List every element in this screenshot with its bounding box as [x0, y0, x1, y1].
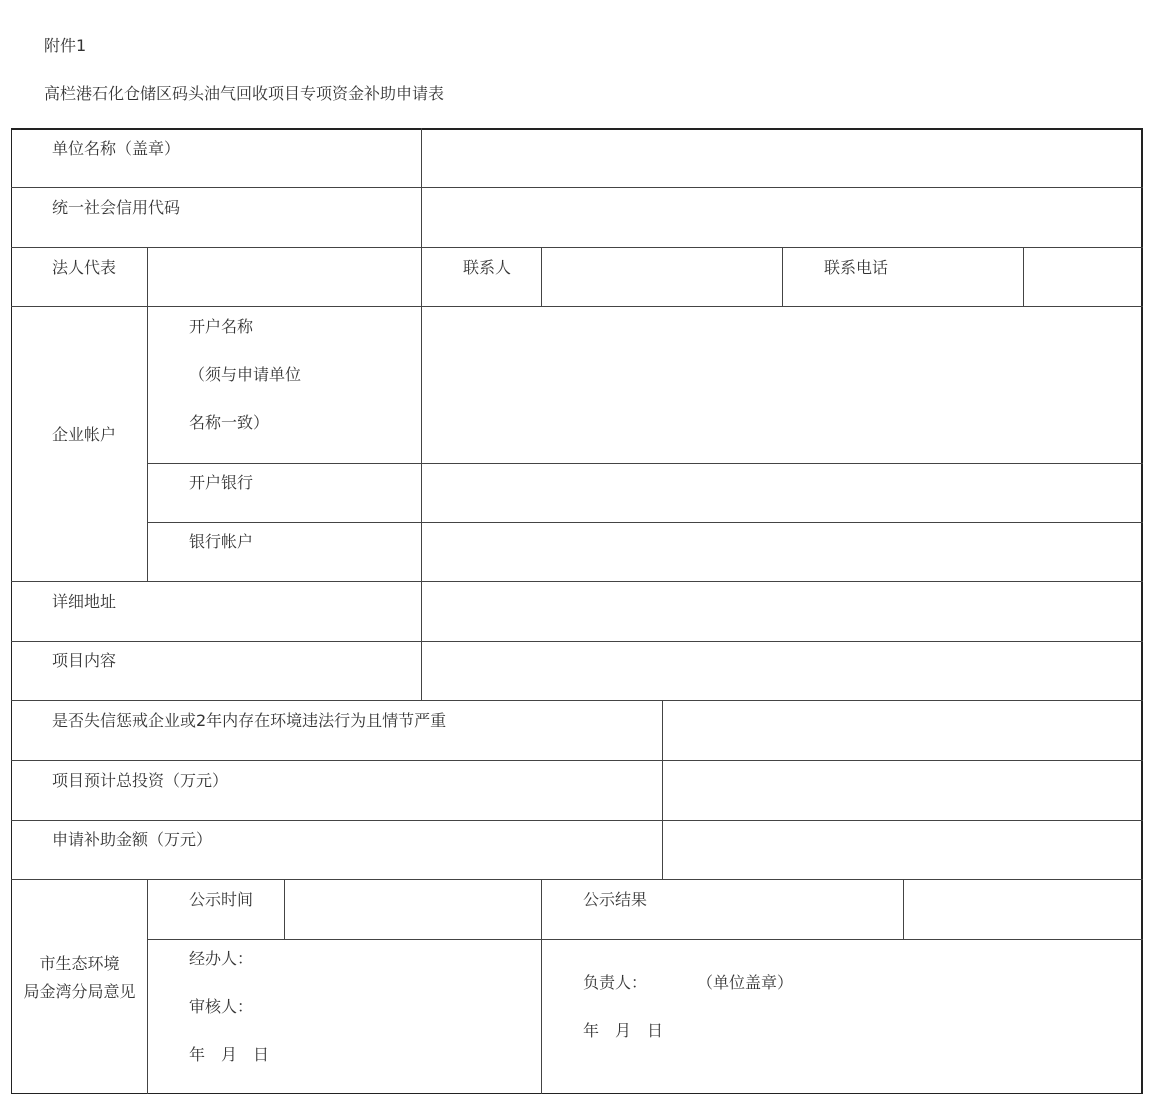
project-content-field[interactable]	[423, 643, 1141, 699]
legal-rep-label: 法人代表	[52, 258, 117, 277]
contact-phone-field[interactable]	[1025, 249, 1141, 305]
opinion-label: 市生态环境	[39, 954, 120, 973]
grid-line	[782, 247, 783, 307]
credit-code-label: 统一社会信用代码	[52, 198, 181, 217]
bank-label: 开户银行	[189, 473, 254, 492]
grid-line	[1023, 247, 1024, 307]
contact-field[interactable]	[543, 249, 781, 305]
grid-line	[147, 463, 1143, 464]
unit-name-label: 单位名称（盖章）	[52, 139, 181, 158]
bank-account-label: 银行帐户	[189, 532, 254, 551]
credit-violation-label: 是否失信惩戒企业或2年内存在环境违法行为且情节严重	[52, 711, 447, 730]
grid-line	[147, 879, 148, 1094]
grid-line	[662, 700, 663, 880]
account-name-label: 开户名称	[189, 317, 254, 336]
unit-name-field[interactable]	[423, 130, 1141, 186]
grid-line	[11, 581, 1143, 582]
account-name-field[interactable]	[423, 308, 1141, 462]
grid-line	[421, 128, 422, 701]
seal-label: （单位盖章）	[697, 973, 794, 992]
grid-line	[147, 247, 148, 582]
grid-line	[903, 879, 904, 940]
grid-line	[541, 879, 542, 1094]
publicity-time-field[interactable]	[286, 881, 540, 938]
credit-code-field[interactable]	[423, 189, 1141, 246]
grid-line	[11, 641, 1143, 642]
subsidy-amount-label: 申请补助金额（万元）	[52, 830, 213, 849]
responsible-label: 负责人：	[583, 973, 648, 992]
publicity-result-field[interactable]	[905, 881, 1141, 938]
date-left: 年 月 日	[189, 1045, 270, 1064]
account-name-note: 名称一致）	[189, 413, 270, 432]
grid-line	[541, 247, 542, 307]
address-label: 详细地址	[52, 592, 117, 611]
attachment-label: 附件1	[44, 36, 87, 55]
grid-line	[11, 247, 1143, 248]
grid-line	[147, 522, 1143, 523]
account-name-note: （须与申请单位	[189, 365, 302, 384]
address-field[interactable]	[423, 583, 1141, 640]
total-investment-label: 项目预计总投资（万元）	[52, 771, 229, 790]
bank-field[interactable]	[423, 465, 1141, 521]
project-content-label: 项目内容	[52, 651, 117, 670]
grid-line	[11, 820, 1143, 821]
contact-label: 联系人	[463, 258, 512, 277]
grid-line	[11, 879, 1143, 880]
grid-line	[11, 187, 1143, 188]
grid-line	[147, 939, 1143, 940]
grid-line	[284, 879, 285, 940]
contact-phone-label: 联系电话	[824, 258, 889, 277]
subsidy-amount-field[interactable]	[664, 822, 1141, 878]
grid-line	[11, 760, 1143, 761]
publicity-result-label: 公示结果	[583, 890, 648, 909]
total-investment-field[interactable]	[664, 762, 1141, 819]
date-right: 年 月 日	[583, 1021, 664, 1040]
handler-label: 经办人：	[189, 949, 254, 968]
opinion-label: 局金湾分局意见	[23, 982, 136, 1001]
bank-account-field[interactable]	[423, 524, 1141, 580]
legal-rep-field[interactable]	[149, 249, 420, 305]
publicity-time-label: 公示时间	[189, 890, 254, 909]
credit-violation-field[interactable]	[664, 702, 1141, 759]
grid-line	[11, 700, 1143, 701]
enterprise-account-label: 企业帐户	[52, 425, 117, 444]
document-title: 高栏港石化仓储区码头油气回收项目专项资金补助申请表	[44, 84, 445, 103]
grid-line	[11, 306, 1143, 307]
reviewer-label: 审核人：	[189, 997, 254, 1016]
